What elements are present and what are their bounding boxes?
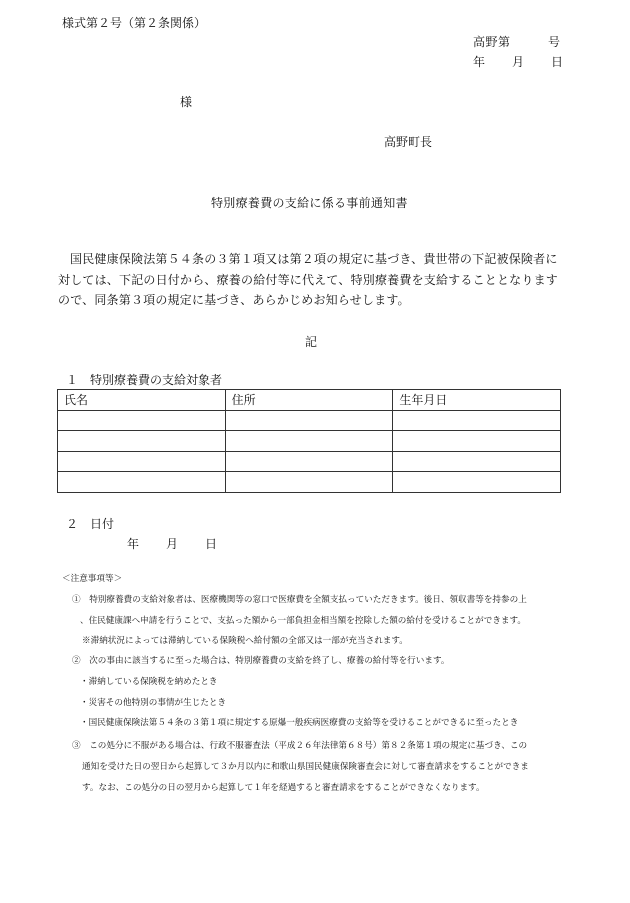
note-line: ・災害その他特別の事情が生じたとき xyxy=(80,698,227,708)
note-line: ・国民健康保険法第５４条の３第１項に規定する原爆一般疾病医療費の支給等を受けることができるに至ったとき xyxy=(80,718,519,728)
section2-date: 年 月 日 xyxy=(127,537,219,551)
table-cell xyxy=(58,472,226,493)
table-cell xyxy=(58,410,226,431)
table-cell xyxy=(225,451,393,472)
table-cell xyxy=(58,451,226,472)
note-line: ③ この処分に不服がある場合は、行政不服審査法（平成２６年法律第６８号）第８２条第１項の規定に基づき、この xyxy=(72,741,528,751)
section1-heading: １ 特別療養費の支給対象者 xyxy=(66,373,223,387)
table-cell xyxy=(225,472,393,493)
note-line: ② 次の事由に該当するに至った場合は、特別療養費の支給を終了し、療養の給付等を行います。 xyxy=(72,656,450,666)
table-row xyxy=(58,472,561,493)
table-cell xyxy=(393,410,561,431)
table-cell xyxy=(393,451,561,472)
target-persons-table xyxy=(57,389,561,493)
note-line: ※滞納状況によっては滞納している保険税へ給付額の全部又は一部が充当されます。 xyxy=(82,636,408,646)
recipient-honorific: 様 xyxy=(180,95,193,109)
note-line: ① 特別療養費の支給対象者は、医療機関等の窓口で医療費を全額支払っていただきます。後日、領収書等を持参の上 xyxy=(72,595,527,605)
note-line: す。なお、この処分の日の翌月から起算して１年を経過すると審査請求をすることができなくなります。 xyxy=(82,783,485,793)
table-cell xyxy=(393,472,561,493)
table-row xyxy=(58,451,561,472)
column-birthdate: 生年月日 xyxy=(393,390,561,411)
document-title: 特別療養費の支給に係る事前通知書 xyxy=(211,196,408,210)
column-name: 氏名 xyxy=(58,390,226,411)
table-header-row xyxy=(58,390,561,411)
body-paragraph: 国民健康保険法第５４条の３第１項又は第２項の規定に基づき、貴世帯の下記被保険者に対しては、下記の日付から、療養の給付等に代えて、特別療養費を支給することとなりますので、同条第３項の規定に基づき、あらかじめお知らせします。 xyxy=(58,252,558,307)
sender-name: 高野町長 xyxy=(384,135,433,149)
note-line: ・滞納している保険税を納めたとき xyxy=(80,677,218,687)
table-cell xyxy=(393,431,561,452)
column-address: 住所 xyxy=(225,390,393,411)
form-label: 様式第２号（第２条関係） xyxy=(62,16,207,30)
table-row xyxy=(58,410,561,431)
table-cell xyxy=(225,431,393,452)
table-cell xyxy=(58,431,226,452)
table-cell xyxy=(225,410,393,431)
notes-heading: ＜注意事項等＞ xyxy=(62,574,123,584)
section2-heading: ２ 日付 xyxy=(66,517,115,531)
ki-marker: 記 xyxy=(305,335,318,349)
table-row xyxy=(58,431,561,452)
note-line: 通知を受けた日の翌日から起算して３か月以内に和歌山県国民健康保険審査会に対して審査請求をすることができま xyxy=(82,762,529,772)
note-line: 、住民健康課へ申請を行うことで、支払った額から一部負担金相当額を控除した額の給付を受けることができます。 xyxy=(80,616,527,626)
document-number: 高野第 号 xyxy=(473,35,561,49)
issue-date: 年 月 日 xyxy=(473,55,565,69)
